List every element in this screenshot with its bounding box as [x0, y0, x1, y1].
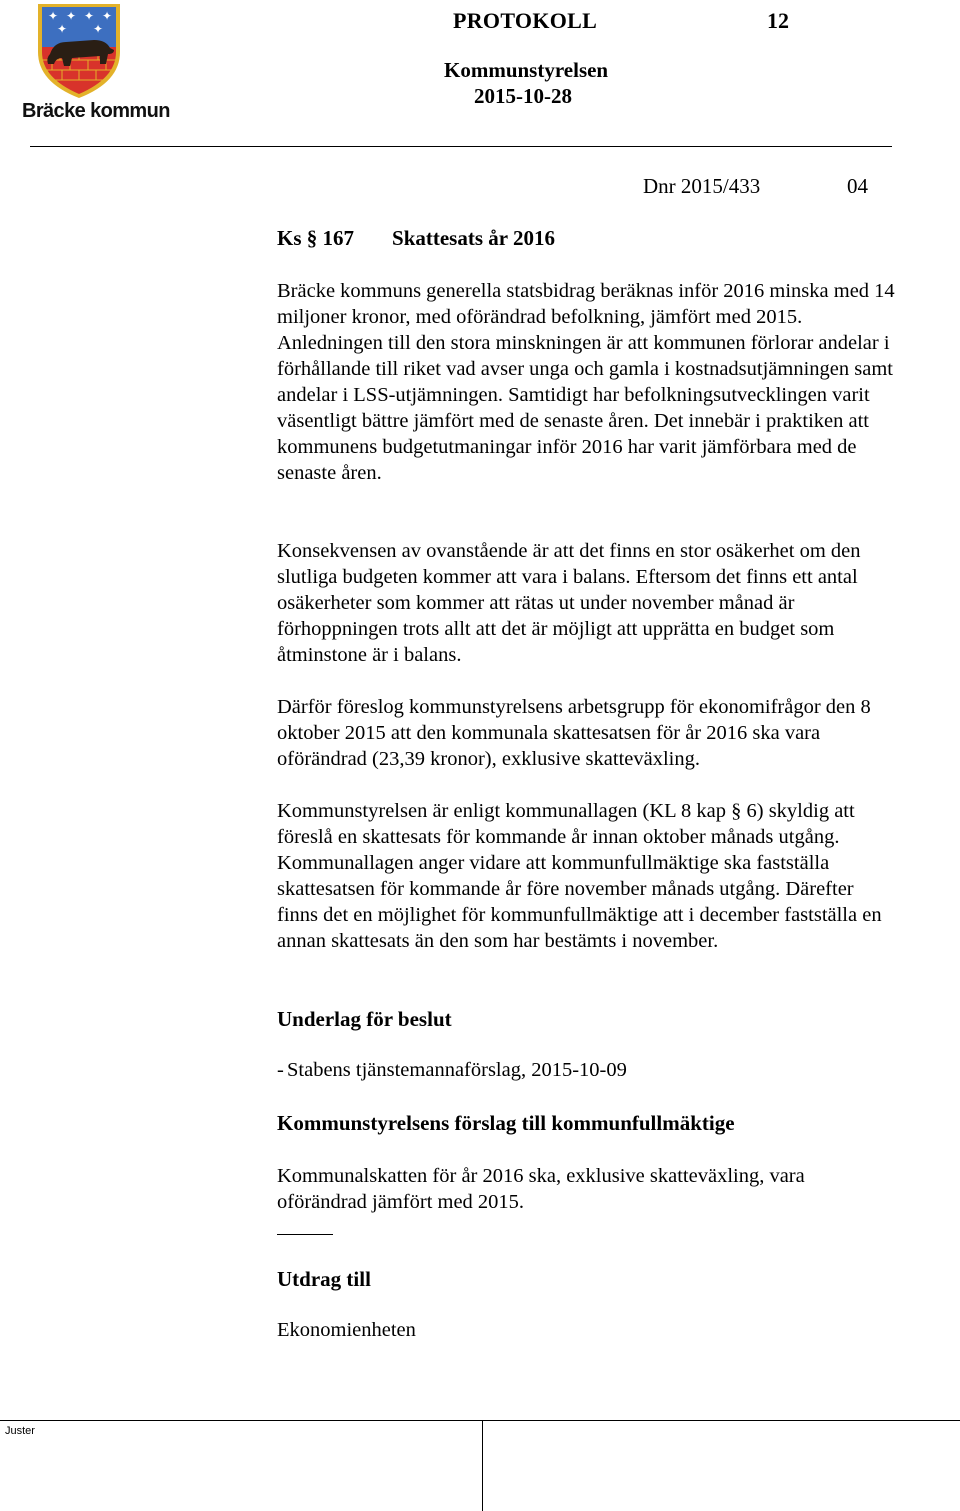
municipality-logo: [10, 2, 170, 122]
organ-name: Kommunstyrelsen: [444, 58, 609, 82]
svg-text:✦: ✦: [66, 9, 77, 23]
document-type: PROTOKOLL: [453, 8, 598, 33]
underlag-item-text: Stabens tjänstemannaförslag, 2015-10-09: [287, 1059, 627, 1081]
svg-text:✦: ✦: [84, 9, 95, 23]
short-divider: [277, 1234, 333, 1235]
footer-divider: [0, 1420, 960, 1421]
registration-number: Dnr 2015/433: [643, 174, 761, 198]
svg-text:✦: ✦: [48, 9, 59, 23]
svg-text:✦: ✦: [93, 22, 104, 36]
distribution-heading: Utdrag till: [277, 1267, 371, 1291]
underlag-heading: Underlag för beslut: [277, 1007, 452, 1031]
body-paragraph: Konsekvensen av ovanstående är att det finns en stor osäkerhet om den slutliga budgeten kommer att vara i balans. Eftersom det finns ett antal osäkerheter som kommer att rätas ut under november månad är förhoppningen trots allt att det är möjligt att upprätta en budget som åtminstone är i balans.: [277, 540, 861, 666]
distribution-recipient: Ekonomienheten: [277, 1319, 416, 1341]
svg-text:✦: ✦: [57, 22, 68, 36]
dash-bullet: -: [277, 1059, 284, 1081]
paragraph-number: Ks § 167: [277, 226, 355, 250]
section-heading: [277, 226, 555, 251]
case-title: Skattesats år 2016: [392, 226, 555, 250]
logo-wordmark: Bräcke kommun: [22, 100, 170, 122]
proposal-text: Kommunalskatten för år 2016 ska, exklusive skatteväxling, vara oförändrad jämfört med 2015.: [277, 1165, 805, 1213]
body-paragraph: Bräcke kommuns generella statsbidrag beräknas inför 2016 minska med 14 miljoner kronor, med oförändrad befolkning, jämfört med 2015. Anledningen till den stora minskningen är att kommunen förlorar andelar i förhållande till riket vad avser unga och gamla i kostnadsutjämningen samt andelar i LSS-utjämningen. Samtidigt har befolkningsutvecklingen varit väsentligt bättre jämfört med de senaste åren. Det innebär i praktiken att kommunens budgetutmaningar inför 2016 har varit jämförbara med de senaste åren.: [277, 280, 895, 484]
body-paragraph: Kommunstyrelsen är enligt kommunallagen (KL 8 kap § 6) skyldig att föreslå en skattesats för kommande år innan oktober månads utgång. Kommunallagen anger vidare att kommunfullmäktige ska fastställa skattesatsen för kommande år före november månads utgång. Därefter finns det en möjlighet för kommunfullmäktige att i december fastställa en annan skattesats än den som har bestämts i november.: [277, 800, 882, 952]
coat-of-arms-icon: [10, 2, 150, 102]
underlag-item: [277, 1059, 627, 1082]
proposal-heading: Kommunstyrelsens förslag till kommunfullmäktige: [277, 1111, 735, 1135]
signature-label: Juster: [5, 1425, 35, 1437]
meeting-date: 2015-10-28: [474, 84, 572, 108]
page-number: 12: [767, 8, 789, 33]
svg-text:✦: ✦: [102, 9, 113, 23]
footer-column-divider: [482, 1420, 483, 1511]
classification-code: 04: [847, 174, 868, 198]
header-divider: [30, 146, 892, 147]
body-paragraph: Därför föreslog kommunstyrelsens arbetsgrupp för ekonomifrågor den 8 oktober 2015 att den kommunala skattesatsen för år 2016 ska vara oförändrad (23,39 kronor), exklusive skatteväxling.: [277, 696, 871, 770]
